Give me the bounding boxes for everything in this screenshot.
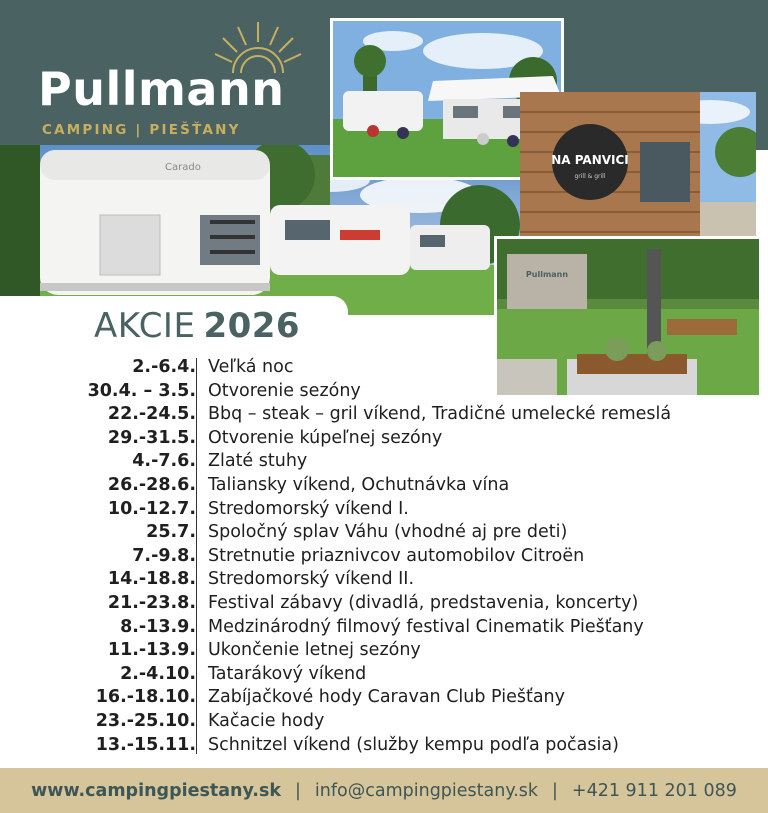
event-row <box>0 427 768 451</box>
event-date: 14.-18.8. <box>107 569 196 590</box>
event-name: Zabíjačkové hody Caravan Club Piešťany <box>208 687 566 708</box>
event-row <box>0 356 768 380</box>
event-name: Taliansky víkend, Ochutnávka vína <box>208 474 510 495</box>
footer-separator: | <box>552 780 558 801</box>
phone-link[interactable]: +421 911 201 089 <box>571 780 737 801</box>
event-date: 22.-24.5. <box>107 404 196 425</box>
event-date: 7.-9.8. <box>132 545 196 566</box>
restaurant-sign-sub: grill & grill <box>574 173 606 180</box>
event-name: Stretnutie priaznivcov automobilov Citroën <box>208 545 585 566</box>
event-date: 2.-4.10. <box>120 663 196 684</box>
event-row <box>0 568 768 592</box>
event-name: Spoločný splav Váhu (vhodné aj pre deti) <box>208 522 568 543</box>
event-date: 11.-13.9. <box>107 640 196 661</box>
pullmann-logo <box>38 18 298 138</box>
event-date: 16.-18.10. <box>95 687 196 708</box>
event-date: 23.-25.10. <box>95 710 196 731</box>
van-brand-label: Carado <box>165 162 201 173</box>
event-name: Stredomorský víkend I. <box>208 498 409 519</box>
event-date: 29.-31.5. <box>107 427 196 448</box>
page-title <box>94 306 300 346</box>
restaurant-photo <box>520 92 756 242</box>
event-row <box>0 710 768 734</box>
email-link[interactable]: info@campingpiestany.sk <box>314 780 539 801</box>
event-name: Otvorenie kúpeľnej sezóny <box>208 427 443 448</box>
contact-footer <box>0 768 768 813</box>
event-date: 25.7. <box>146 522 196 543</box>
event-row <box>0 545 768 569</box>
event-date: 13.-15.11. <box>95 734 196 755</box>
page-title-word: AKCIE <box>94 306 196 346</box>
brand-tagline: CAMPING | PIEŠŤANY <box>42 122 241 138</box>
restaurant-sign: NA PANVICI <box>551 153 629 167</box>
event-date: 8.-13.9. <box>120 616 196 637</box>
event-row <box>0 686 768 710</box>
website-link[interactable]: www.campingpiestany.sk <box>31 780 282 801</box>
event-name: Festival zábavy (divadlá, predstavenia, koncerty) <box>208 592 639 613</box>
event-name: Tatarákový víkend <box>208 663 367 684</box>
event-row <box>0 592 768 616</box>
event-date: 21.-23.8. <box>107 592 196 613</box>
event-row <box>0 639 768 663</box>
event-name: Medzinárodný filmový festival Cinematik Piešťany <box>208 616 644 637</box>
event-date: 26.-28.6. <box>107 474 196 495</box>
event-name: Zlaté stuhy <box>208 451 308 472</box>
event-list <box>0 356 768 757</box>
event-row <box>0 450 768 474</box>
event-row <box>0 380 768 404</box>
event-name: Bbq – steak – gril víkend, Tradičné umelecké remeslá <box>208 404 672 425</box>
event-name: Ukončenie letnej sezóny <box>208 640 421 661</box>
event-row <box>0 498 768 522</box>
garden-sign: Pullmann <box>525 270 569 279</box>
event-row <box>0 521 768 545</box>
event-name: Kačacie hody <box>208 710 325 731</box>
event-row <box>0 403 768 427</box>
footer-separator: | <box>295 780 301 801</box>
page-title-year: 2026 <box>203 306 301 346</box>
event-name: Otvorenie sezóny <box>208 380 361 401</box>
event-name: Stredomorský víkend II. <box>208 569 415 590</box>
event-row <box>0 474 768 498</box>
event-name: Schnitzel víkend (služby kempu podľa počasia) <box>208 734 619 755</box>
event-name: Veľká noc <box>208 357 294 377</box>
event-row <box>0 734 768 758</box>
event-date: 2.-6.4. <box>132 357 196 377</box>
brand-name: Pullmann <box>38 62 285 116</box>
event-row <box>0 616 768 640</box>
event-date: 10.-12.7. <box>107 498 196 519</box>
event-row <box>0 663 768 687</box>
event-date: 4.-7.6. <box>132 451 196 472</box>
event-date: 30.4. – 3.5. <box>87 380 196 401</box>
